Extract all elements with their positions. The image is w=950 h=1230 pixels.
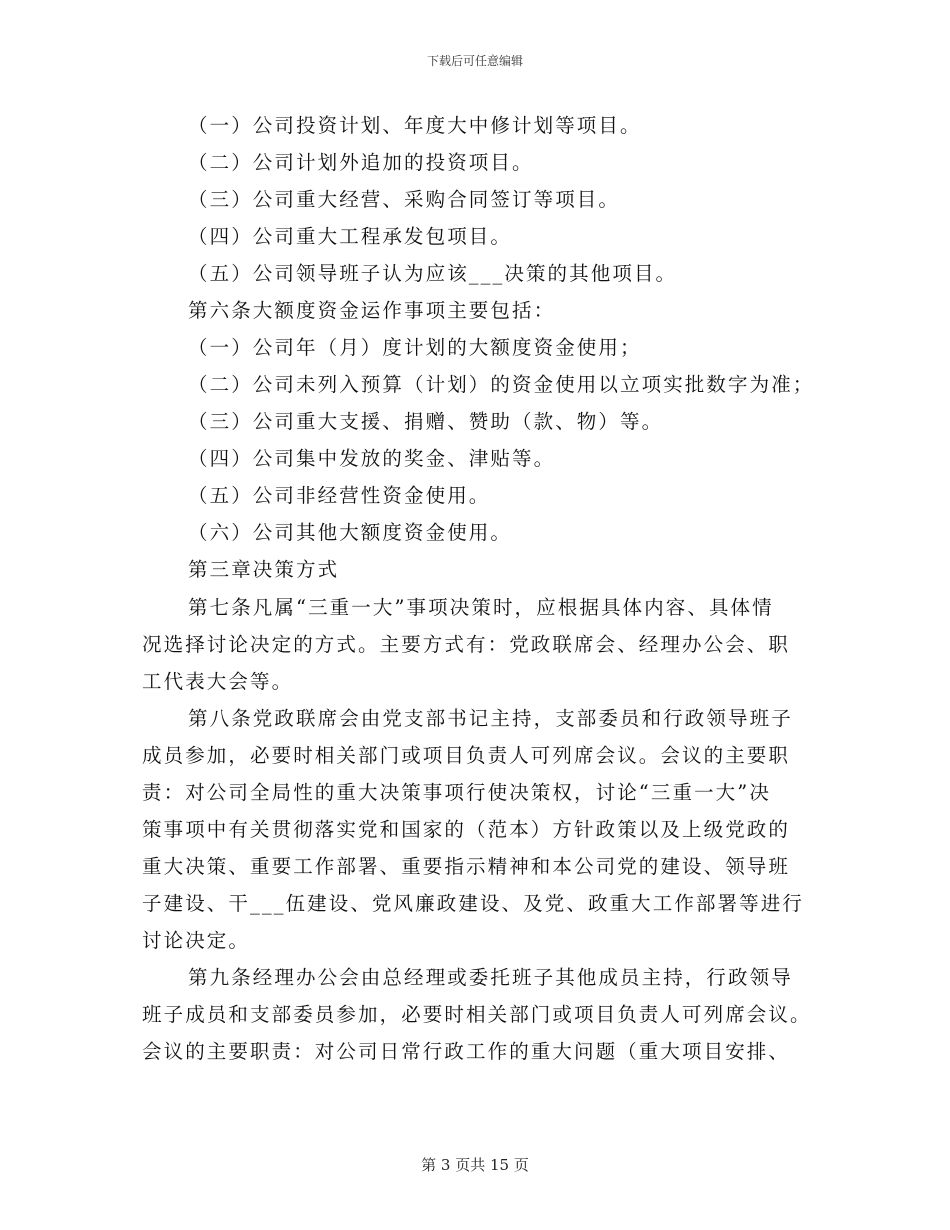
body-line: 第九条经理办公会由总经理或委托班子其他成员主持，行政领导	[188, 966, 793, 989]
body-line: （六）公司其他大额度资金使用。	[188, 521, 513, 544]
body-line: （一）公司年（月）度计划的大额度资金使用；	[188, 336, 642, 359]
body-line: 第八条党政联席会由党支部书记主持，支部委员和行政领导班子	[188, 707, 793, 730]
body-line: 责：对公司全局性的重大决策事项行使决策权，讨论“三重一大”决	[142, 781, 771, 804]
body-line: 班子成员和支部委员参加，必要时相关部门或项目负责人可列席会议。	[142, 1003, 812, 1026]
header-note: 下载后可任意编辑	[426, 54, 523, 68]
page-number: 第 3 页共 15 页	[421, 1156, 529, 1174]
body-line: （四）公司集中发放的奖金、津贴等。	[188, 447, 556, 470]
body-line: （三）公司重大支援、捐赠、赞助（款、物）等。	[188, 410, 664, 433]
body-line: 工代表大会等。	[142, 670, 294, 693]
body-line: 况选择讨论决定的方式。主要方式有：党政联席会、经理办公会、职	[142, 633, 791, 656]
body-line: （五）公司非经营性资金使用。	[188, 484, 491, 507]
body-line: （五）公司领导班子认为应该___决策的其他项目。	[188, 262, 678, 285]
body-line: 成员参加，必要时相关部门或项目负责人可列席会议。会议的主要职	[142, 744, 791, 767]
body-line: 会议的主要职责：对公司日常行政工作的重大问题（重大项目安排、	[142, 1040, 791, 1063]
body-line: 重大决策、重要工作部署、重要指示精神和本公司党的建设、领导班	[142, 855, 791, 878]
body-line: （二）公司未列入预算（计划）的资金使用以立项实批数字为准；	[188, 373, 815, 396]
body-line: 讨论决定。	[142, 929, 251, 952]
body-line: （一）公司投资计划、年度大中修计划等项目。	[188, 114, 642, 137]
body-line: （二）公司计划外追加的投资项目。	[188, 151, 534, 174]
body-line: 策事项中有关贯彻落实党和国家的（范本）方针政策以及上级党政的	[142, 818, 791, 841]
body-line: 第七条凡属“三重一大”事项决策时，应根据具体内容、具体情	[188, 596, 774, 619]
body-line: 子建设、干___伍建设、党风廉政建设、及党、政重大工作部署等进行	[142, 892, 804, 915]
body-line: （四）公司重大工程承发包项目。	[188, 225, 513, 248]
chapter-heading: 第三章决策方式	[188, 558, 340, 581]
body-line: （三）公司重大经营、采购合同签订等项目。	[188, 188, 621, 211]
body-line: 第六条大额度资金运作事项主要包括：	[188, 299, 556, 322]
